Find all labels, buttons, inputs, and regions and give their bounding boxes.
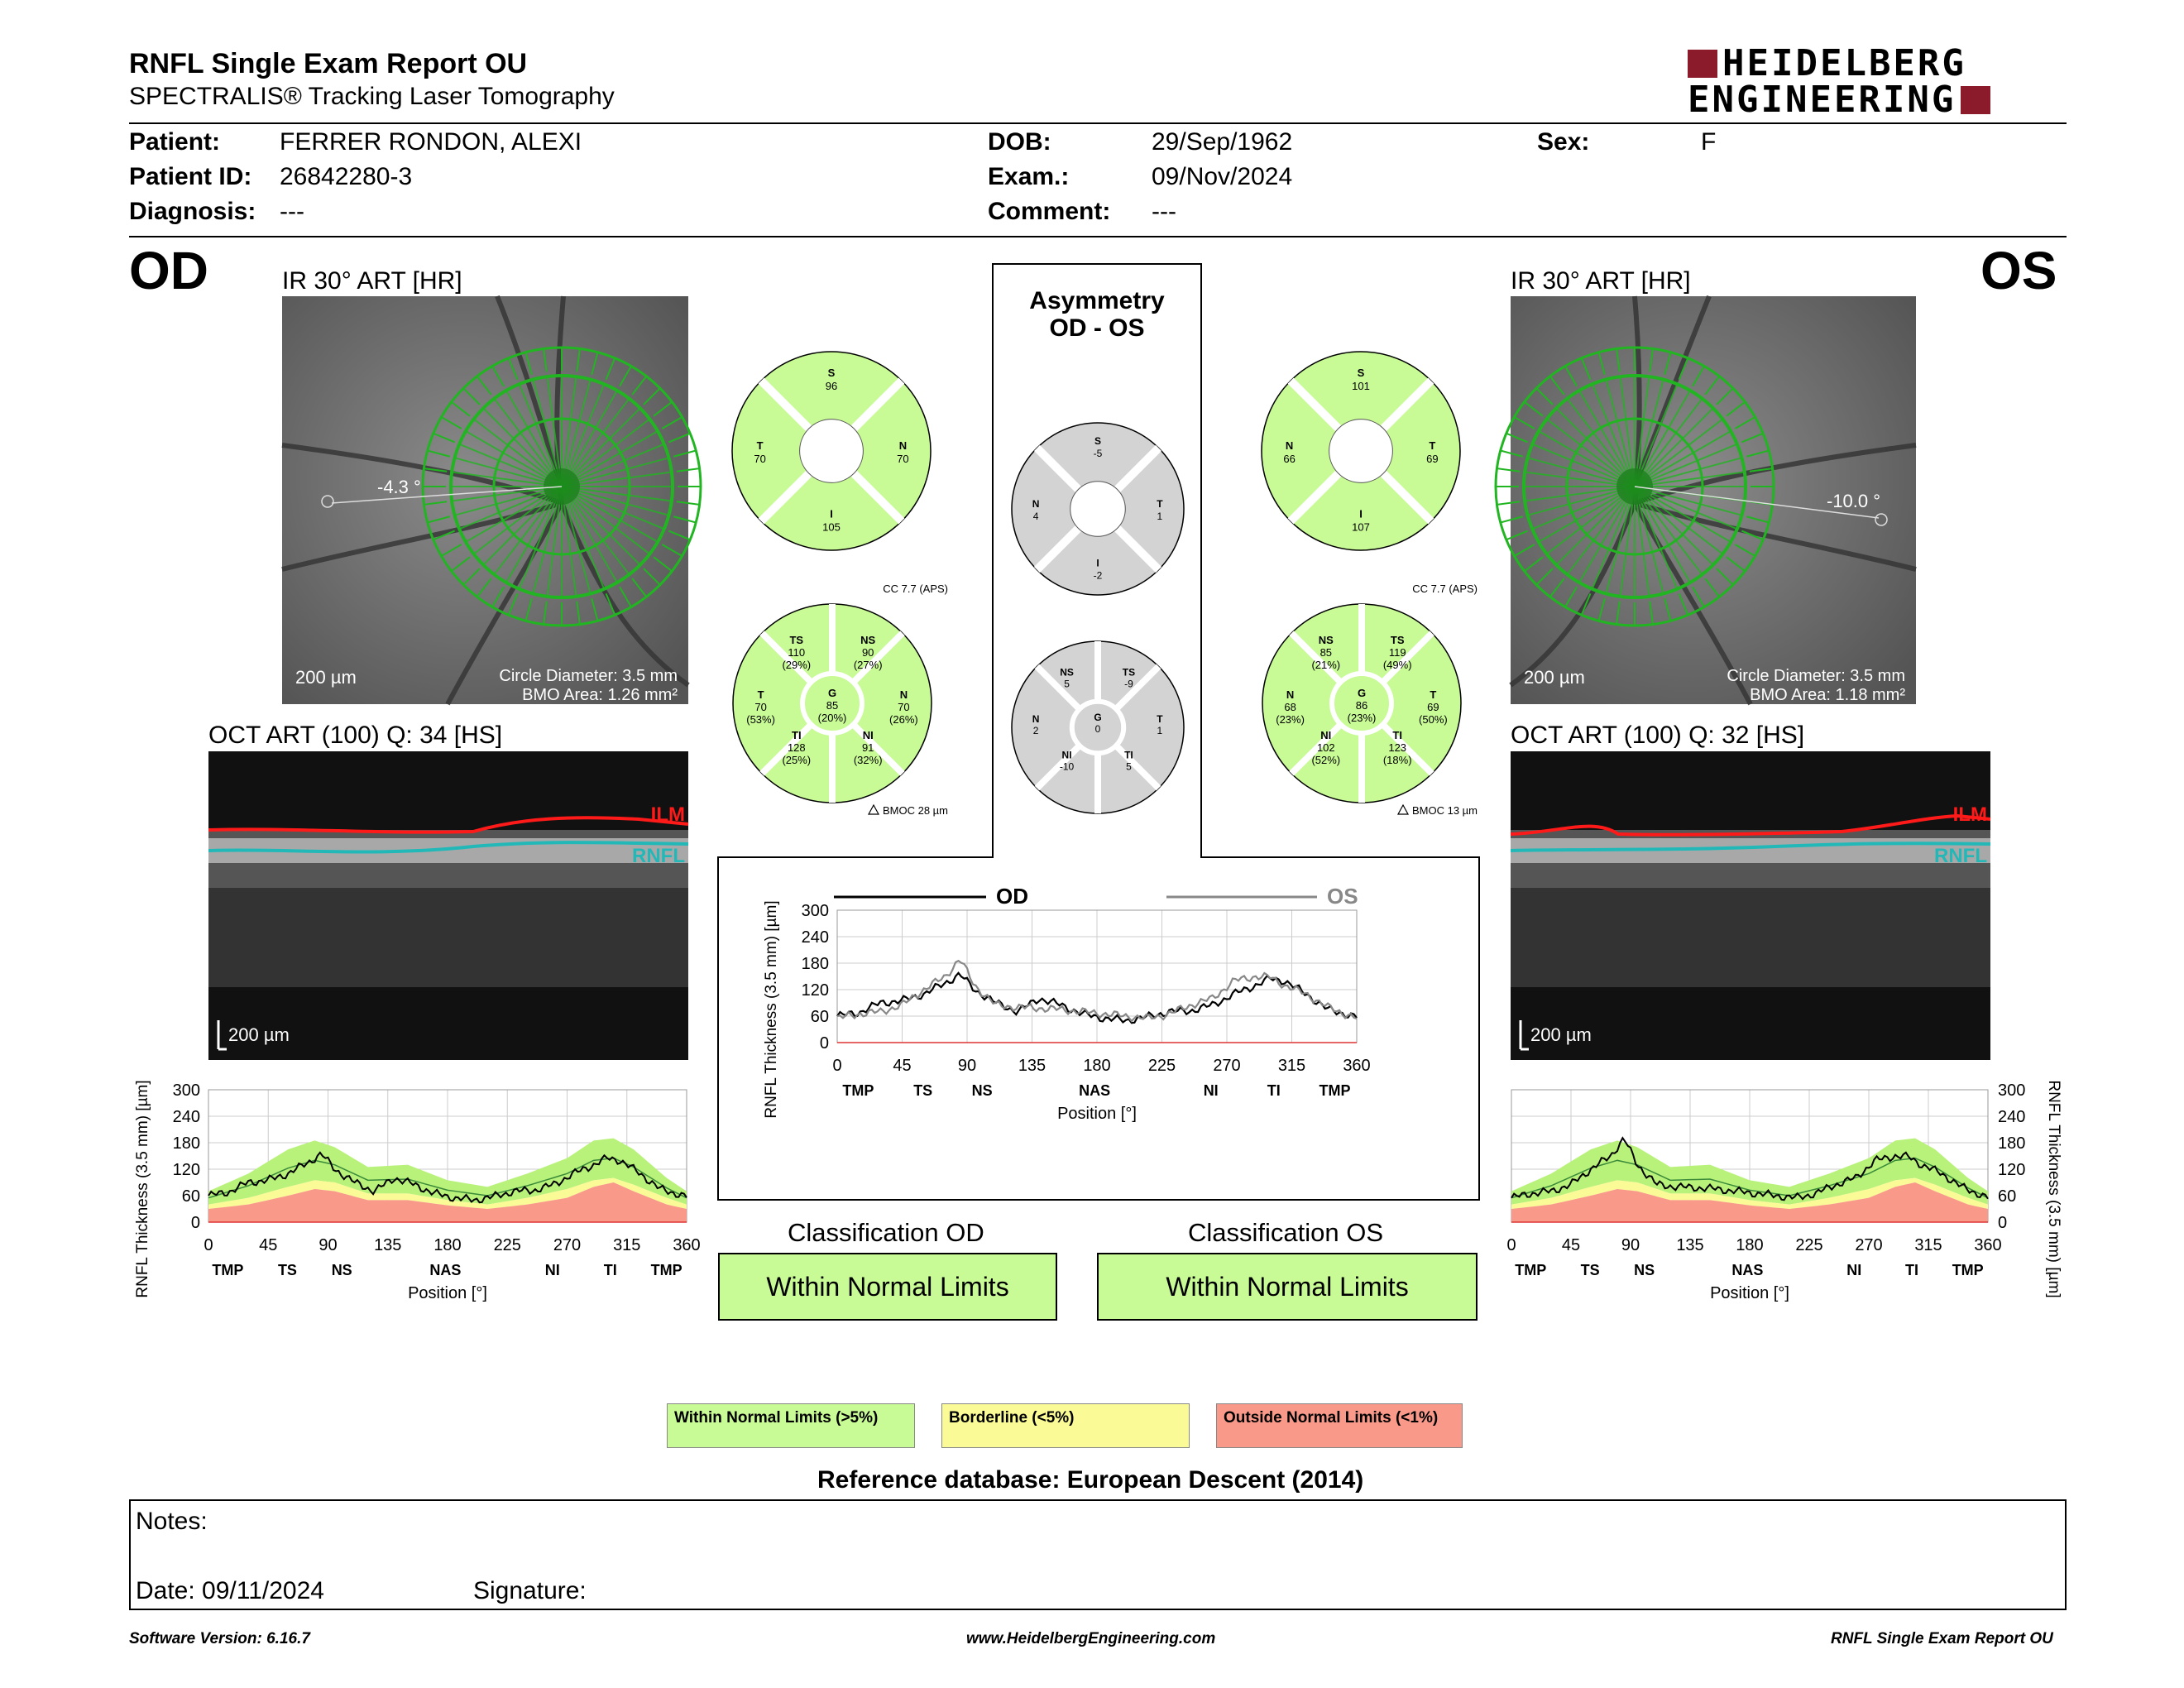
- sector-n-value: 70: [898, 701, 910, 713]
- bmoc-triangle-icon: [869, 805, 879, 814]
- eye-label-od: OD: [129, 241, 208, 300]
- x-tick-label: 225: [1147, 1057, 1176, 1075]
- os-rnfl-label: RNFL: [1934, 845, 1987, 867]
- sector-i-value: 105: [822, 520, 841, 534]
- od-rnfl-label: RNFL: [632, 845, 685, 867]
- sector-t-label: T: [1157, 713, 1163, 725]
- os-scale: 200 µm: [1524, 667, 1585, 688]
- sector-g-value: 0: [1094, 723, 1101, 735]
- y-tick-label: 240: [172, 1108, 200, 1126]
- y-tick-label: 240: [1998, 1108, 2026, 1126]
- y-tick-label: 240: [801, 928, 829, 947]
- patient-name: FERRER RONDON, ALEXI: [280, 128, 582, 156]
- x-axis-title: Position [°]: [1710, 1284, 1789, 1302]
- divider: [129, 122, 2067, 124]
- y-tick-label: 0: [1998, 1214, 2008, 1232]
- sector-t-label: T: [1429, 439, 1436, 452]
- x-axis-title: Position [°]: [1057, 1105, 1137, 1123]
- exam-label: Exam.:: [988, 163, 1070, 190]
- eye-label-os: OS: [1980, 241, 2057, 300]
- sector-t-pct: (50%): [1419, 713, 1448, 726]
- x-tick-label: 135: [1018, 1057, 1046, 1075]
- comment-label: Comment:: [988, 198, 1111, 225]
- notes-label: Notes:: [136, 1508, 208, 1535]
- x-tick-label: 360: [1343, 1057, 1371, 1075]
- cc-label: CC 7.7 (APS): [1412, 583, 1478, 595]
- sector-ts-value: -9: [1124, 678, 1133, 690]
- od-oct-image[interactable]: [208, 751, 688, 1060]
- od-sector-6-chart: [711, 579, 951, 816]
- footer-report-name: RNFL Single Exam Report OU: [1831, 1630, 2053, 1647]
- sector-n-label: N: [1286, 688, 1295, 701]
- sector-ns-value: 85: [1320, 646, 1333, 659]
- y-tick-label: 120: [172, 1161, 200, 1179]
- y-tick-label: 0: [819, 1034, 829, 1053]
- legend-od-label: OD: [996, 884, 1028, 909]
- sex: F: [1701, 128, 1717, 156]
- y-tick-label: 60: [181, 1187, 200, 1206]
- x-tick-label: 135: [374, 1236, 402, 1254]
- x-tick-label: 180: [1736, 1236, 1764, 1254]
- sector-t-value: 69: [1427, 701, 1439, 713]
- y-tick-label: 120: [1998, 1161, 2026, 1179]
- sector-center: [800, 420, 864, 483]
- od-angle: -4.3 °: [377, 477, 421, 497]
- x-tick-label: 45: [893, 1057, 912, 1075]
- sector-ni-label: NI: [1061, 749, 1072, 761]
- asym-sector-6-chart: [1009, 639, 1186, 816]
- patient-id-label: Patient ID:: [129, 163, 252, 190]
- sector-n-value: 66: [1283, 453, 1296, 465]
- x-tick-label: 270: [1213, 1057, 1241, 1075]
- bmoc-label: BMOC 28 µm: [882, 804, 948, 817]
- sector-ni-value: -10: [1059, 760, 1075, 773]
- sector-ns-pct: (27%): [853, 659, 883, 671]
- od-fundus-image[interactable]: [282, 296, 688, 704]
- od-ir-label: IR 30° ART [HR]: [282, 267, 462, 295]
- os-oct-label: OCT ART (100) Q: 32 [HS]: [1511, 722, 1805, 749]
- sector-g-value: 86: [1355, 699, 1368, 712]
- sector-center: [1070, 482, 1126, 537]
- region-label: TMP: [1515, 1262, 1547, 1278]
- sector-ts-pct: (29%): [782, 659, 812, 671]
- y-tick-label: 180: [801, 955, 829, 973]
- legend-borderline: Borderline (<5%): [941, 1403, 1190, 1448]
- logo-square-icon: [1961, 86, 1990, 114]
- sector-ni-label: NI: [862, 729, 874, 742]
- sector-ts-label: TS: [1122, 666, 1136, 679]
- od-sector-4-chart: [730, 349, 933, 553]
- region-label: TMP: [650, 1262, 682, 1278]
- sector-ns-label: NS: [1060, 666, 1074, 679]
- legend-os-label: OS: [1327, 884, 1358, 909]
- patient-id: 26842280-3: [280, 163, 413, 190]
- os-angle: -10.0 °: [1827, 491, 1881, 511]
- os-circle-diameter: Circle Diameter: 3.5 mm: [1727, 667, 1905, 685]
- sector-n-value: 2: [1032, 725, 1039, 736]
- x-tick-label: 225: [1795, 1236, 1823, 1254]
- sector-ns-label: NS: [1318, 634, 1334, 646]
- sector-ni-pct: (32%): [853, 754, 883, 767]
- region-label: NI: [1846, 1262, 1862, 1278]
- y-axis-title: RNFL Thickness (3.5 mm) [µm]: [2045, 1080, 2062, 1298]
- sector-n-value: 4: [1032, 511, 1039, 522]
- sector-s-value: 96: [825, 380, 838, 392]
- y-tick-label: 120: [801, 981, 829, 1000]
- od-oct-label: OCT ART (100) Q: 34 [HS]: [208, 722, 503, 749]
- os-ir-label: IR 30° ART [HR]: [1511, 267, 1691, 295]
- od-tsnit-chart: [132, 1072, 701, 1320]
- report-title: RNFL Single Exam Report OU: [129, 48, 528, 79]
- os-oct-svg: [1511, 751, 1990, 1060]
- sector-ti-pct: (18%): [1382, 754, 1412, 767]
- sector-ts-pct: (49%): [1382, 659, 1412, 671]
- region-label: NS: [971, 1082, 993, 1099]
- sector-n-label: N: [1032, 498, 1040, 510]
- x-axis-title: Position [°]: [408, 1284, 487, 1302]
- od-circle-diameter: Circle Diameter: 3.5 mm: [499, 667, 678, 685]
- sector-n-pct: (23%): [1276, 713, 1305, 726]
- x-tick-label: 0: [832, 1057, 842, 1075]
- y-tick-label: 300: [172, 1081, 200, 1100]
- sector-ni-value: 102: [1316, 741, 1335, 755]
- x-tick-label: 90: [318, 1236, 338, 1254]
- x-tick-label: 315: [1277, 1057, 1306, 1075]
- od-bmo-area: BMO Area: 1.26 mm²: [522, 686, 678, 704]
- y-tick-label: 300: [801, 902, 829, 920]
- y-axis-title: RNFL Thickness (3.5 mm) [µm]: [763, 900, 780, 1119]
- region-label: TI: [1905, 1262, 1919, 1278]
- sector-ts-value: 110: [788, 646, 806, 659]
- logo-line-1: HEIDELBERG: [1688, 46, 1966, 81]
- exam-date: 09/Nov/2024: [1152, 163, 1293, 190]
- sector-n-value: 70: [897, 453, 909, 465]
- y-axis-title: RNFL Thickness (3.5 mm) [µm]: [134, 1080, 151, 1298]
- region-label: TI: [603, 1262, 617, 1278]
- od-oct-svg: [208, 751, 688, 1060]
- x-tick-label: 90: [1621, 1236, 1640, 1254]
- diagnosis-label: Diagnosis:: [129, 198, 256, 225]
- sector-t-value: 1: [1157, 725, 1163, 736]
- classification-od-label: Classification OD: [788, 1218, 984, 1247]
- y-tick-label: 60: [1998, 1187, 2017, 1206]
- asym-title-1: Asymmetry: [1029, 287, 1165, 314]
- sector-s-label: S: [827, 367, 836, 379]
- x-tick-label: 135: [1676, 1236, 1704, 1254]
- asym-title-2: OD - OS: [1049, 314, 1145, 342]
- bmoc-triangle-icon: [1398, 805, 1408, 814]
- x-tick-label: 180: [433, 1236, 462, 1254]
- sector-t-value: 70: [754, 453, 766, 465]
- sector-s-value: 101: [1352, 380, 1370, 392]
- sector-i-value: 107: [1352, 520, 1370, 534]
- sex-label: Sex:: [1537, 128, 1590, 156]
- website-link[interactable]: www.HeidelbergEngineering.com: [966, 1630, 1216, 1647]
- sector-t-label: T: [756, 439, 764, 452]
- sector-g-label: G: [1357, 687, 1367, 699]
- sector-ti-value: 128: [787, 741, 806, 755]
- region-label: TMP: [842, 1082, 874, 1099]
- sector-i-label: I: [830, 507, 833, 520]
- sector-i-value: -2: [1093, 569, 1103, 582]
- date-label: Date: 09/11/2024: [136, 1577, 324, 1604]
- region-label: TI: [1267, 1082, 1281, 1099]
- os-oct-image[interactable]: [1511, 751, 1990, 1060]
- sector-ti-value: 123: [1388, 741, 1407, 755]
- os-sector-6-chart: [1241, 579, 1481, 816]
- region-label: TMP: [212, 1262, 244, 1278]
- bmoc-label: BMOC 13 µm: [1411, 804, 1478, 817]
- x-tick-label: 360: [673, 1236, 701, 1254]
- region-label: NAS: [1731, 1262, 1764, 1278]
- y-tick-label: 0: [190, 1214, 200, 1232]
- patient-label: Patient:: [129, 128, 221, 156]
- y-tick-label: 60: [810, 1008, 829, 1026]
- os-oct-scale: 200 µm: [1530, 1024, 1592, 1045]
- logo-line-2: ENGINEERING: [1688, 83, 1990, 117]
- sector-n-label: N: [899, 688, 908, 701]
- classification-os-label: Classification OS: [1188, 1218, 1384, 1247]
- y-tick-label: 180: [172, 1134, 200, 1153]
- sector-g-pct: (20%): [817, 712, 847, 724]
- sector-ti-label: TI: [1124, 749, 1133, 761]
- dob-label: DOB:: [988, 128, 1051, 156]
- sector-ti-value: 5: [1126, 760, 1132, 773]
- sector-ti-label: TI: [792, 729, 802, 742]
- logo-square-icon: [1688, 50, 1717, 78]
- sector-s-label: S: [1357, 367, 1365, 379]
- x-tick-label: 360: [1974, 1236, 2002, 1254]
- sector-t-label: T: [1430, 688, 1437, 701]
- x-tick-label: 45: [259, 1236, 278, 1254]
- region-label: NAS: [1079, 1082, 1111, 1099]
- asym-tsnit-chart: [761, 877, 1373, 1142]
- comment: ---: [1152, 198, 1176, 225]
- os-fundus-svg: [1511, 296, 1916, 704]
- os-tsnit-chart: [1502, 1072, 2064, 1320]
- sector-t-value: 69: [1426, 453, 1439, 465]
- od-scale: 200 µm: [295, 667, 357, 688]
- x-tick-label: 225: [493, 1236, 521, 1254]
- y-tick-label: 180: [1998, 1134, 2026, 1153]
- od-fundus-svg: [282, 296, 688, 704]
- x-tick-label: 315: [613, 1236, 641, 1254]
- sector-g-value: 85: [826, 699, 839, 712]
- x-tick-label: 315: [1914, 1236, 1942, 1254]
- sector-t-label: T: [757, 688, 764, 701]
- reference-database: Reference database: European Descent (2014): [817, 1466, 1364, 1494]
- sector-ni-pct: (52%): [1311, 754, 1341, 767]
- sector-g-label: G: [1094, 712, 1102, 723]
- x-tick-label: 270: [1855, 1236, 1883, 1254]
- dob: 29/Sep/1962: [1152, 128, 1293, 156]
- region-label: TS: [1580, 1262, 1600, 1278]
- sector-g-pct: (23%): [1347, 712, 1377, 724]
- sector-ns-label: NS: [860, 634, 876, 646]
- region-label: TS: [277, 1262, 297, 1278]
- legend-outside-normal: Outside Normal Limits (<1%): [1216, 1403, 1463, 1448]
- region-label: TMP: [1952, 1262, 1984, 1278]
- x-tick-label: 180: [1083, 1057, 1111, 1075]
- sector-i-label: I: [1359, 507, 1363, 520]
- software-version: Software Version: 6.16.7: [129, 1630, 310, 1647]
- os-sector-4-chart: [1259, 349, 1463, 553]
- sector-ts-label: TS: [789, 634, 804, 646]
- sector-g-label: G: [827, 687, 837, 699]
- classification-os-result: Within Normal Limits: [1097, 1253, 1478, 1321]
- diagnosis: ---: [280, 198, 304, 225]
- sector-s-value: -5: [1093, 448, 1103, 459]
- os-fundus-image[interactable]: [1511, 296, 1916, 704]
- report-subtitle: SPECTRALIS® Tracking Laser Tomography: [129, 83, 615, 110]
- sector-t-label: T: [1157, 498, 1163, 510]
- sector-ni-label: NI: [1320, 729, 1332, 742]
- y-tick-label: 300: [1998, 1081, 2026, 1100]
- sector-ts-value: 119: [1388, 646, 1406, 659]
- os-bmo-area: BMO Area: 1.18 mm²: [1750, 686, 1905, 704]
- os-ilm-label: ILM: [1952, 803, 1987, 826]
- region-label: TS: [913, 1082, 933, 1099]
- region-label: NI: [544, 1262, 560, 1278]
- cc-label: CC 7.7 (APS): [883, 583, 948, 595]
- sector-s-label: S: [1094, 435, 1102, 447]
- sector-n-label: N: [1032, 713, 1040, 725]
- region-label: NS: [1634, 1262, 1655, 1278]
- classification-od-result: Within Normal Limits: [718, 1253, 1057, 1321]
- region-label: TMP: [1319, 1082, 1351, 1099]
- sector-ti-pct: (25%): [782, 754, 812, 767]
- notes-box[interactable]: [129, 1499, 2067, 1610]
- sector-n-pct: (26%): [889, 713, 918, 726]
- sector-ns-value: 5: [1064, 678, 1070, 690]
- od-oct-scale: 200 µm: [228, 1024, 290, 1045]
- x-tick-label: 0: [204, 1236, 213, 1254]
- sector-ns-pct: (21%): [1311, 659, 1341, 671]
- sector-i-label: I: [1096, 557, 1099, 569]
- region-label: NS: [331, 1262, 352, 1278]
- sector-ts-label: TS: [1390, 634, 1405, 646]
- sector-t-value: 1: [1157, 511, 1163, 522]
- signature-label: Signature:: [473, 1577, 587, 1604]
- sector-n-label: N: [1285, 439, 1294, 452]
- od-ilm-label: ILM: [650, 803, 685, 826]
- sector-ti-label: TI: [1392, 729, 1402, 742]
- region-label: NAS: [429, 1262, 462, 1278]
- x-tick-label: 45: [1561, 1236, 1581, 1254]
- sector-n-label: N: [898, 439, 908, 452]
- asym-sector-4-chart: [1009, 420, 1186, 597]
- divider: [129, 236, 2067, 237]
- sector-t-pct: (53%): [746, 713, 775, 726]
- x-tick-label: 90: [957, 1057, 977, 1075]
- x-tick-label: 0: [1506, 1236, 1516, 1254]
- legend-within-normal: Within Normal Limits (>5%): [667, 1403, 915, 1448]
- sector-n-value: 68: [1284, 701, 1296, 713]
- sector-t-value: 70: [754, 701, 767, 713]
- sector-center: [1329, 420, 1393, 483]
- region-label: NI: [1203, 1082, 1219, 1099]
- x-tick-label: 270: [553, 1236, 582, 1254]
- sector-ns-value: 90: [861, 646, 874, 659]
- sector-ni-value: 91: [861, 741, 874, 755]
